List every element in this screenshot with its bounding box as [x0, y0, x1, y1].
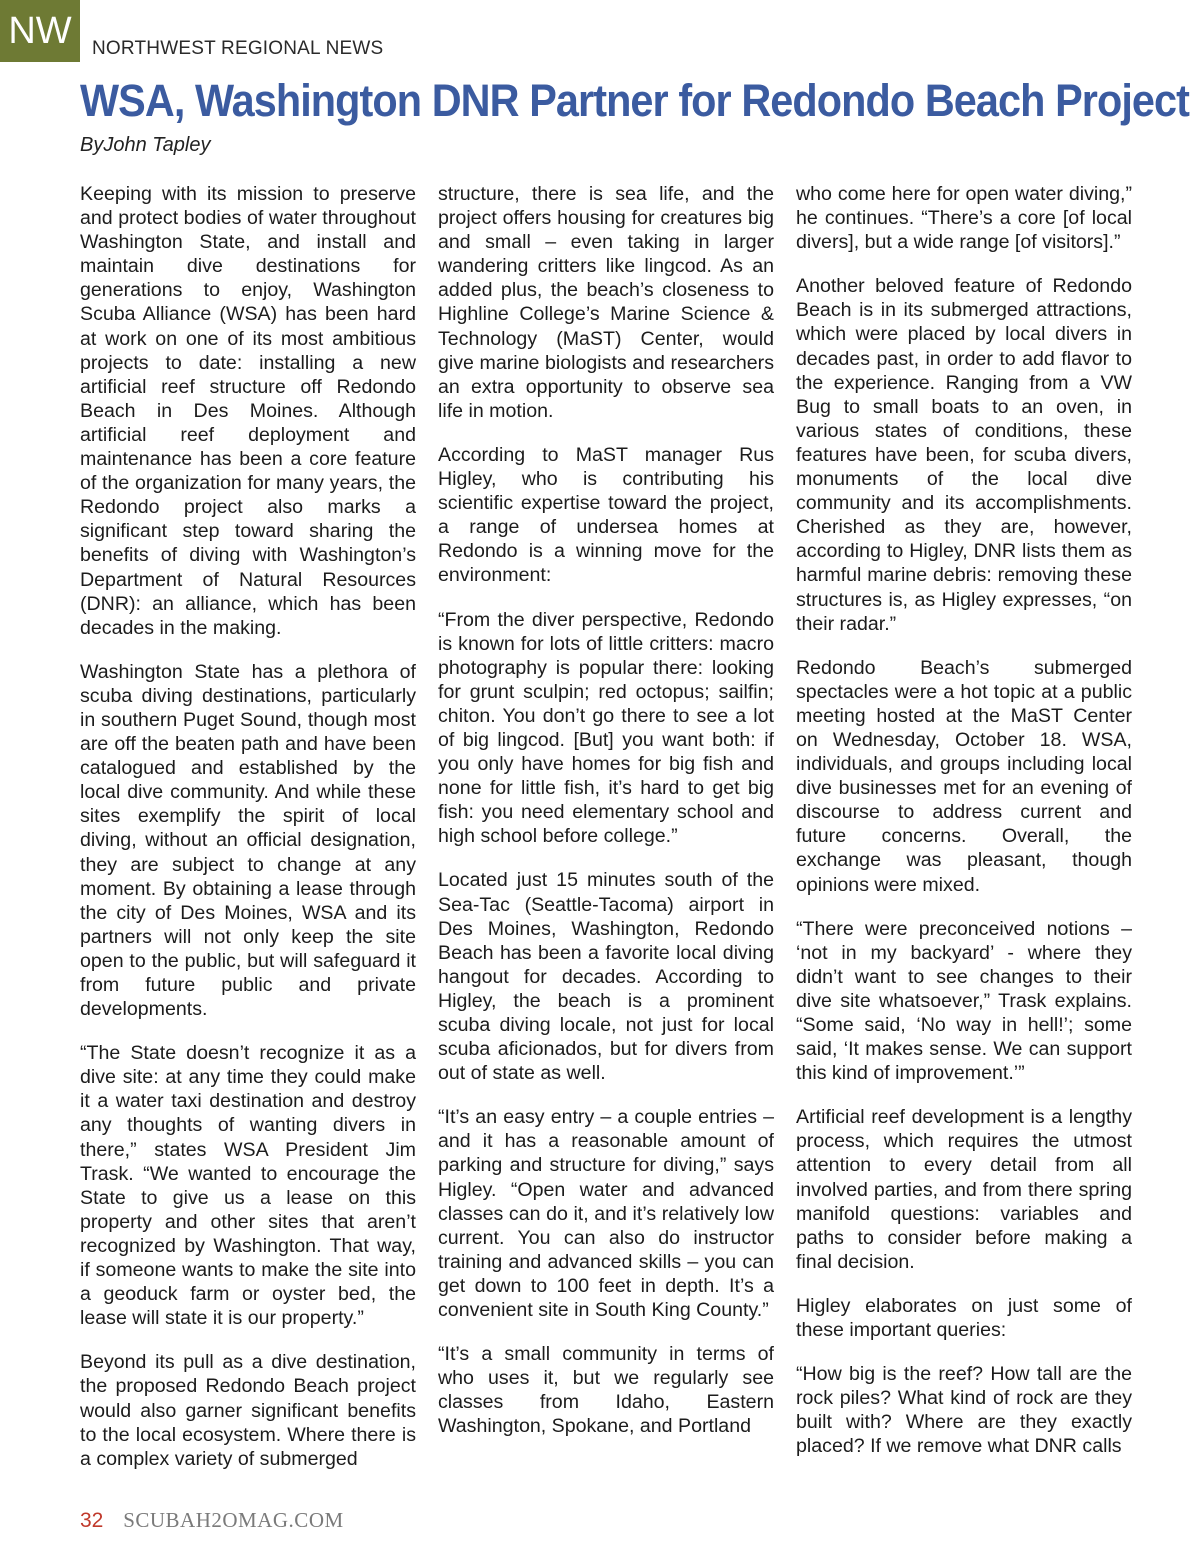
article-column-2 [438, 182, 774, 1459]
paragraph: “From the diver perspective, Redondo is known for lots of little critters: macro photography is popular there: looking for grunt sculpin; red octopus; sailfin; chiton. You don’t go there to see a lot of big lingcod. [But] you want both: if you only have homes for big fish and none for little fish, it’s hard to get big fish: you need elementary school and high school before college.” [438, 608, 774, 848]
byline: ByJohn Tapley [80, 134, 211, 156]
article-headline: WSA, Washington DNR Partner for Redondo Beach Project [80, 75, 1189, 126]
paragraph: Higley elaborates on just some of these important queries: [796, 1294, 1132, 1342]
paragraph: Beyond its pull as a dive destination, the proposed Redondo Beach project would also garner significant benefits to the local ecosystem. Where there is a complex variety of submerged [80, 1351, 416, 1470]
section-label: NORTHWEST REGIONAL NEWS [92, 38, 384, 59]
footer-site: SCUBAH2OMAG.COM [123, 1508, 344, 1532]
paragraph: Located just 15 minutes south of the Sea-Tac (Seattle-Tacoma) airport in Des Moines, Washington, Redondo Beach has been a favorite local diving hangout for decades. According to Higley, the beach is a prominent scuba diving locale, not just for local scuba aficionados, but for divers from out of state as well. [438, 869, 774, 1085]
paragraph: Washington State has a plethora of scuba diving destinations, particularly in southern Puget Sound, though most are off the beaten path and have been catalogued and established by the local dive community. And while these sites exemplify the spirit of local diving, without an official designation, they are subject to change at any moment. By obtaining a lease through the city of Des Moines, WSA and its partners will not only keep the site open to the public, but will safeguard it from future public and private developments. [80, 660, 416, 1021]
paragraph: “How big is the reef? How tall are the rock piles? What kind of rock are they built with? Where are they exactly placed? If we remove what DNR calls [796, 1363, 1132, 1458]
paragraph: Redondo Beach’s submerged spectacles were a hot topic at a public meeting hosted at the MaST Center on Wednesday, October 18. WSA, individuals, and groups including local dive businesses met for an evening of discourse to address current and future concerns. Overall, the exchange was pleasant, though opinions were mixed. [796, 656, 1132, 896]
article-column-3 [796, 182, 1132, 1479]
paragraph: “The State doesn’t recognize it as a dive site: at any time they could make it a water taxi destination and destroy any thoughts of wanting divers in there,” states WSA President Jim Trask. “We wanted to encourage the State to give us a lease on this property and other sites that aren’t recognized by Washington. That way, if someone wants to make the site into a geoduck farm or oyster bed, the lease will state it is our property.” [80, 1042, 416, 1330]
paragraph: “It’s an easy entry – a couple entries – and it has a reasonable amount of parking and structure for diving,” says Higley. “Open water and advanced classes can do it, and it’s relatively low current. You can also do instructor training and advanced skills – you can get down to 100 feet in depth. It’s a convenient site in South King County.” [438, 1106, 774, 1322]
article-column-1 [80, 182, 416, 1491]
paragraph: Artificial reef development is a lengthy process, which requires the utmost attention to every detail from all involved parties, and from there spring manifold questions: variables and paths to consider before making a final decision. [796, 1106, 1132, 1273]
page-number: 32 [80, 1509, 104, 1532]
paragraph: Another beloved feature of Redondo Beach is in its submerged attractions, which were placed by local divers in decades past, in order to add flavor to the experience. Ranging from a VW Bug to small boats to an oven, in various states of conditions, these features have been, for scuba divers, monuments of the local dive community and its accomplishments. Cherished as they are, however, according to Higley, DNR lists them as harmful marine debris: removing these structures is, as Higley expresses, “on their radar.” [796, 275, 1132, 635]
paragraph: “It’s a small community in terms of who uses it, but we regularly see classes from Idaho, Eastern Washington, Spokane, and Portland [438, 1343, 774, 1438]
section-badge: NW [0, 0, 80, 62]
paragraph: who come here for open water diving,” he continues. “There’s a core [of local divers], but a wide range [of visitors].” [796, 183, 1132, 254]
page-footer [80, 1506, 344, 1535]
paragraph: structure, there is sea life, and the project offers housing for creatures big and small – even taking in larger wandering critters like lingcod. As an added plus, the beach’s closeness to Highline College’s Marine Science & Technology (MaST) Center, would give marine biologists and researchers an extra opportunity to observe sea life in motion. [438, 183, 774, 422]
paragraph: Keeping with its mission to preserve and protect bodies of water throughout Washington State, and install and maintain dive destinations for generations to enjoy, Washington Scuba Alliance (WSA) has been hard at work on one of its most ambitious projects to date: installing a new artificial reef structure off Redondo Beach in Des Moines. Although artificial reef deployment and maintenance has been a core feature of the organization for many years, the Redondo project also marks a significant step toward sharing the benefits of diving with Washington’s Department of Natural Resources (DNR): an alliance, which has been decades in the making. [80, 183, 416, 639]
paragraph: According to MaST manager Rus Higley, who is contributing his scientific expertise toward the project, a range of undersea homes at Redondo is a winning move for the environment: [438, 443, 774, 587]
paragraph: “There were preconceived notions – ‘not in my backyard’ - where they didn’t want to see changes to their dive site whatsoever,” Trask explains. “Some said, ‘No way in hell!’; some said, ‘It makes sense. We can support this kind of improvement.’” [796, 917, 1132, 1085]
